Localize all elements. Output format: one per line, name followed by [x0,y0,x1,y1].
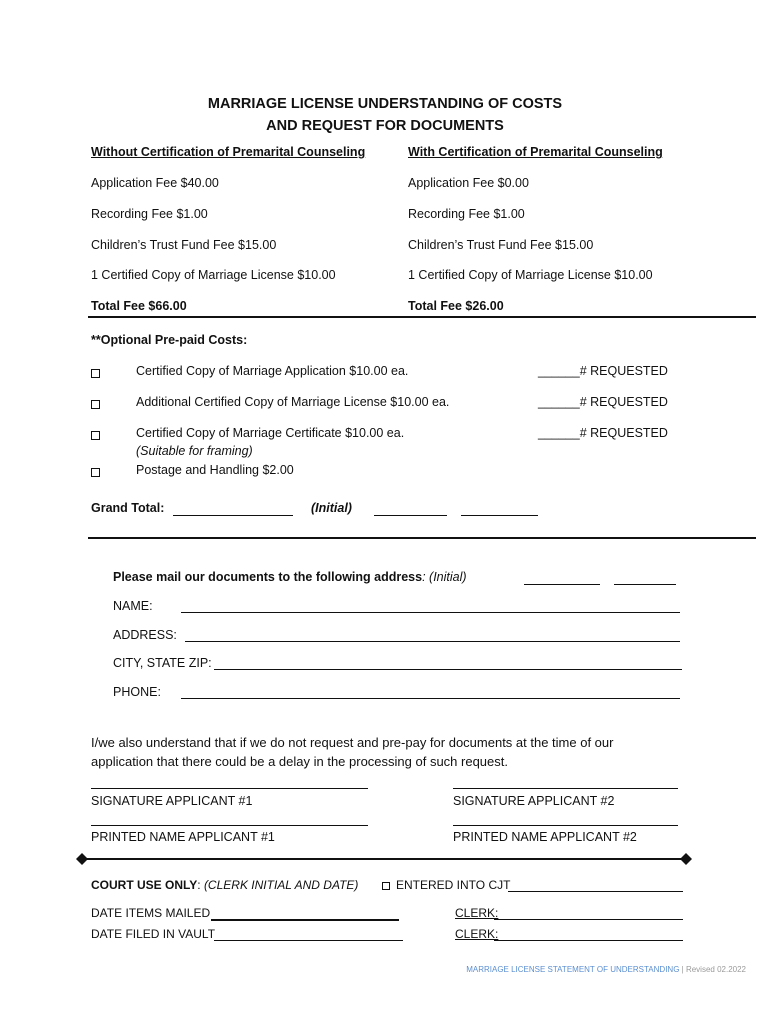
initial-field-2[interactable] [461,515,538,516]
address-field[interactable] [185,641,680,642]
diamond-left-icon [76,853,88,865]
court-use-colon: : [197,878,201,892]
name-label: NAME: [113,599,153,613]
diamond-right-icon [680,853,692,865]
right-column-header: With Certification of Premarital Counseling [408,145,663,159]
right-fee-certified-copy: 1 Certified Copy of Marriage License $10.00 [408,268,653,282]
left-fee-trust-fund: Children’s Trust Fund Fee $15.00 [91,238,277,252]
left-fee-application: Application Fee $40.00 [91,176,219,190]
initial-field-1[interactable] [374,515,447,516]
printed-name-2-field[interactable] [453,825,678,826]
court-use-label: COURT USE ONLY [91,878,198,892]
date-mailed-field[interactable] [211,919,399,921]
signature-2-label: SIGNATURE APPLICANT #2 [453,794,615,808]
clerk-2-label: CLERK: [455,927,499,941]
optional-postage-label: Postage and Handling $2.00 [136,463,294,477]
date-filed-field[interactable] [214,940,403,941]
mail-heading-initial: : (Initial) [422,570,467,584]
checkbox-postage[interactable] [91,468,100,477]
clerk-2-field[interactable] [494,940,683,941]
city-state-zip-field[interactable] [214,669,682,670]
court-use-note: (CLERK INITIAL AND DATE) [203,878,359,892]
mail-heading [113,570,467,584]
checkbox-application-copy[interactable] [91,369,100,378]
left-column-header: Without Certification of Premarital Counseling [91,145,366,159]
footer [466,965,746,974]
checkbox-license-copy[interactable] [91,400,100,409]
entered-cjt-field[interactable] [508,891,683,892]
signature-2-field[interactable] [453,788,678,789]
left-fee-recording: Recording Fee $1.00 [91,207,208,221]
grand-total-initial-label: (Initial) [311,501,352,515]
phone-field[interactable] [181,698,680,699]
optional-application-copy-label: Certified Copy of Marriage Application $10.00 ea. [136,364,409,378]
document-title-line1: MARRIAGE LICENSE UNDERSTANDING OF COSTS [207,96,563,112]
clerk-1-field[interactable] [494,919,683,920]
left-total-fee: Total Fee $66.00 [91,299,187,313]
entered-cjt-label: ENTERED INTO CJT [396,878,511,892]
printed-name-1-label: PRINTED NAME APPLICANT #1 [91,830,275,844]
checkbox-certificate-copy[interactable] [91,431,100,440]
footer-separator: | [679,965,686,974]
optional-license-copy-label: Additional Certified Copy of Marriage License $10.00 ea. [136,395,450,409]
right-fee-recording: Recording Fee $1.00 [408,207,525,221]
date-mailed-label: DATE ITEMS MAILED [91,906,211,920]
mail-heading-text: Please mail our documents to the following address [113,570,423,584]
printed-name-2-label: PRINTED NAME APPLICANT #2 [453,830,637,844]
court-use-heading [91,878,358,892]
optional-certificate-copy-label: Certified Copy of Marriage Certificate $10.00 ea. [136,426,405,440]
diamond-divider [76,852,692,866]
section-divider-optional [88,537,756,539]
requested-certificate-copy[interactable]: ______# REQUESTED [538,426,668,440]
right-total-fee: Total Fee $26.00 [408,299,504,313]
document-title-line2: AND REQUEST FOR DOCUMENTS [266,118,504,134]
name-field[interactable] [181,612,680,613]
grand-total-label: Grand Total: [91,501,165,515]
signature-1-field[interactable] [91,788,368,789]
optional-costs-header: **Optional Pre-paid Costs: [91,333,248,347]
right-fee-trust-fund: Children’s Trust Fund Fee $15.00 [408,238,594,252]
understanding-line1: I/we also understand that if we do not request and pre-pay for documents at the time of our [91,735,614,750]
printed-name-1-field[interactable] [91,825,368,826]
grand-total-field[interactable] [173,515,293,516]
understanding-line2: application that there could be a delay in the processing of such request. [91,754,508,769]
phone-label: PHONE: [113,685,161,699]
optional-certificate-note: (Suitable for framing) [136,444,253,458]
clerk-1-label: CLERK: [455,906,499,920]
checkbox-entered-cjt[interactable] [382,882,390,890]
date-filed-label: DATE FILED IN VAULT [91,927,216,941]
section-divider-fees [88,316,756,318]
footer-revised: Revised 02.2022 [685,965,746,974]
left-fee-certified-copy: 1 Certified Copy of Marriage License $10.00 [91,268,336,282]
footer-document-name: MARRIAGE LICENSE STATEMENT OF UNDERSTANDING [466,965,680,974]
mail-initial-field-2[interactable] [614,584,676,585]
signature-1-label: SIGNATURE APPLICANT #1 [91,794,253,808]
address-label: ADDRESS: [113,628,177,642]
requested-license-copy[interactable]: ______# REQUESTED [538,395,668,409]
requested-application-copy[interactable]: ______# REQUESTED [538,364,668,378]
city-state-zip-label: CITY, STATE ZIP: [113,656,212,670]
right-fee-application: Application Fee $0.00 [408,176,529,190]
mail-initial-field-1[interactable] [524,584,600,585]
